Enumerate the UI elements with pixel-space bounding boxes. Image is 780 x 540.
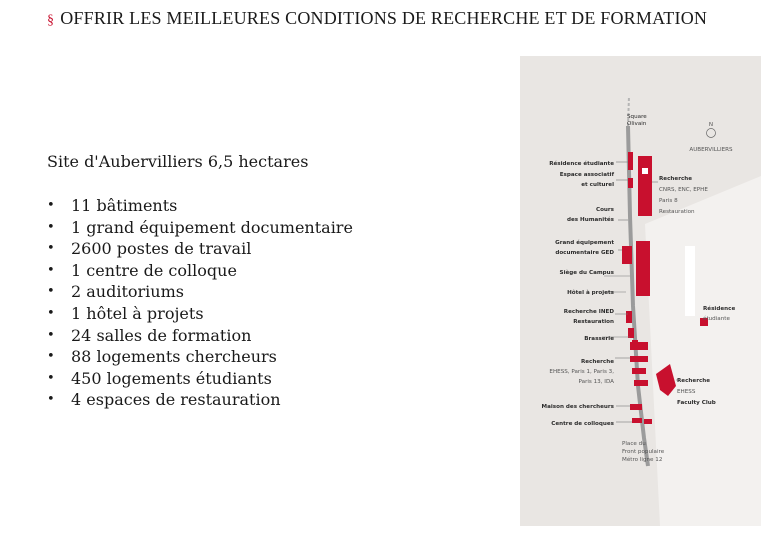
label-hotel-projets: Hôtel à projets: [567, 290, 614, 296]
top-label-2: Olivain: [627, 121, 647, 127]
building-maison-chercheurs: [630, 404, 642, 410]
building-recherche-4: [634, 380, 648, 386]
fact-item: • 2 auditoriums: [47, 281, 353, 303]
campus-map: [520, 56, 761, 526]
building-residence: [628, 152, 633, 170]
label-residence-est-2: étudiante: [703, 316, 730, 322]
label-espace-associatif-2: et culturel: [581, 182, 614, 188]
label-espace-associatif: Espace associatif: [559, 172, 614, 178]
building-auditorium: [644, 419, 652, 424]
label-cours: Cours: [595, 207, 614, 213]
building-espace-associatif: [628, 178, 633, 188]
label-cours-2: des Humanités: [566, 217, 614, 223]
building-ged-west: [622, 246, 632, 264]
north-arrow-icon: [707, 129, 716, 138]
fact-item: • 11 bâtiments: [47, 195, 353, 217]
label-recherche-cnrs-3: Paris 8: [659, 198, 678, 204]
east-building: [685, 246, 695, 316]
label-residence-est: Résidence: [703, 306, 736, 312]
label-recherche-cnrs: Recherche: [659, 176, 693, 182]
slide-heading: [47, 6, 747, 33]
label-recherche-ehess-est: Recherche: [677, 378, 711, 384]
label-ged-2: documentaire GED: [555, 250, 614, 256]
heading-text: OFFRIR LES MEILLEURES CONDITIONS DE RECHERCHE ET DE FORMATION: [60, 8, 708, 28]
label-ined: Recherche INED: [563, 309, 614, 315]
label-recherche-ehess-3: Paris 13, IDA: [578, 379, 614, 385]
label-faculty-club: Faculty Club: [677, 400, 716, 406]
heading-bullet-icon: §: [47, 13, 55, 28]
bottom-label-2: Front populaire: [622, 449, 665, 455]
label-residence-etudiante: Résidence étudiante: [549, 161, 614, 167]
site-area-line: Site d'Aubervilliers 6,5 hectares: [47, 152, 309, 171]
top-label-1: Square: [627, 114, 647, 120]
label-centre-colloques: Centre de colloques: [551, 421, 614, 427]
label-siege: Siège du Campus: [559, 270, 614, 276]
fact-item: • 88 logements chercheurs: [47, 346, 353, 368]
label-recherche-ehess-2: EHESS, Paris 1, Paris 3,: [549, 369, 614, 375]
building-centre-colloques: [632, 418, 642, 423]
label-ined-2: Restauration: [573, 319, 614, 325]
building-hotel-projets: [626, 311, 632, 323]
label-recherche-ehess-est-2: EHESS: [677, 389, 696, 395]
campus-map-drawing: [520, 56, 761, 526]
building-ined: [628, 328, 634, 338]
label-ged: Grand équipement: [555, 240, 614, 246]
building-ged: [636, 241, 650, 296]
city-label: AUBERVILLIERS: [689, 147, 733, 153]
north-letter: N: [708, 122, 714, 128]
building-recherche-3: [632, 368, 646, 374]
building-cnrs: [638, 156, 652, 216]
building-courtyard: [642, 168, 648, 174]
label-recherche-cnrs-4: Restauration: [659, 209, 695, 215]
bottom-label-1: Place du: [622, 441, 646, 447]
label-recherche-ehess: Recherche: [580, 359, 614, 365]
fact-item: • 1 grand équipement documentaire: [47, 217, 353, 239]
fact-item: • 450 logements étudiants: [47, 368, 353, 390]
label-recherche-cnrs-2: CNRS, ENC, EPHE: [659, 187, 708, 193]
building-recherche-1: [630, 342, 648, 350]
label-brasserie: Brasserie: [584, 336, 614, 342]
fact-item: • 24 salles de formation: [47, 325, 353, 347]
label-maison-chercheurs: Maison des chercheurs: [541, 404, 614, 410]
facts-list: [47, 195, 353, 411]
fact-item: • 4 espaces de restauration: [47, 389, 353, 411]
fact-item: • 2600 postes de travail: [47, 238, 353, 260]
campus-ground: [645, 176, 761, 526]
bottom-label-3: Métro ligne 12: [622, 457, 663, 463]
fact-item: • 1 hôtel à projets: [47, 303, 353, 325]
fact-item: • 1 centre de colloque: [47, 260, 353, 282]
building-recherche-2: [630, 356, 648, 362]
